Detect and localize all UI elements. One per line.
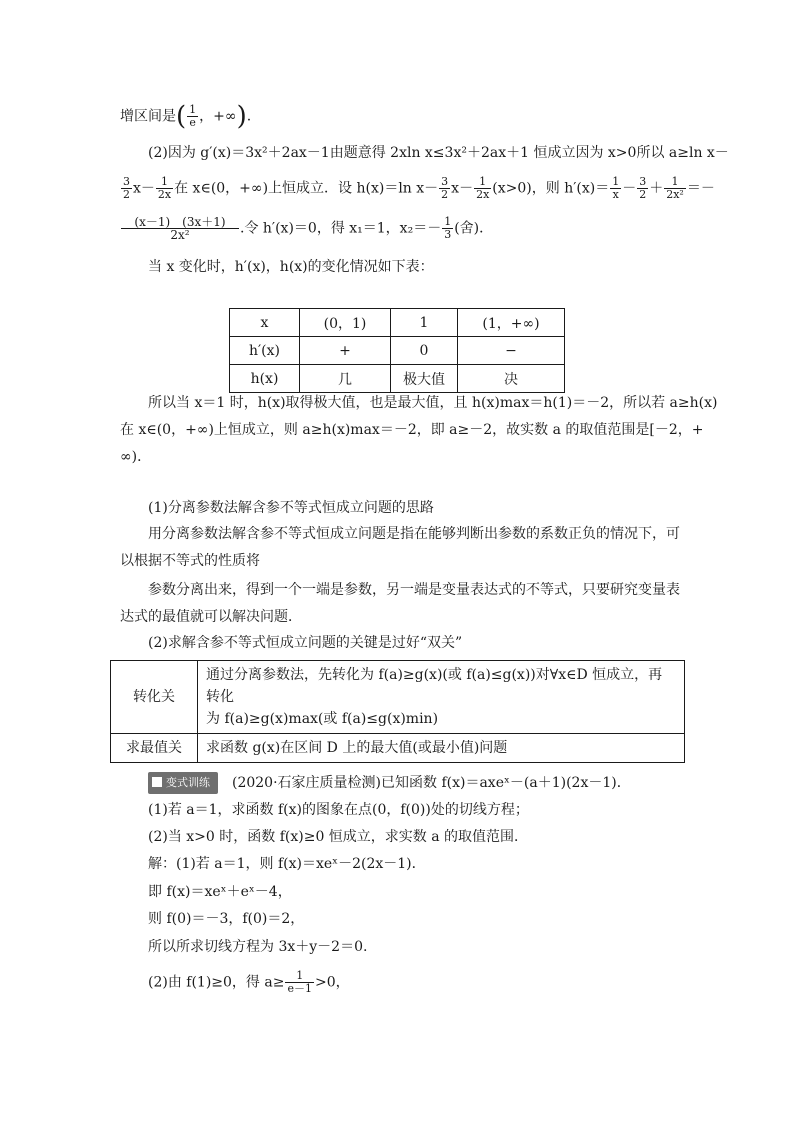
text-seg: >0， [314, 974, 350, 991]
solution-4: 所以所求切线方程为 3x＋y－2＝0. [148, 939, 368, 955]
frac-1-2x [156, 176, 173, 201]
table-value-line: 为 f(a)≥g(x)max(或 f(a)≤g(x)min) [206, 711, 439, 727]
text-seg: (2)由 f(1)≥0，得 a≥ [148, 974, 285, 991]
table-cell: 决 [458, 365, 565, 393]
method-table [110, 660, 685, 763]
frac-den: 2x [157, 188, 172, 201]
table-cell: (1，+∞) [458, 309, 565, 337]
frac-den: e－1 [287, 982, 312, 995]
frac-den: 2x [476, 188, 490, 201]
frac-den: 2x² [666, 188, 684, 201]
solution-2: 即 f(x)＝xeˣ＋eˣ－4， [148, 884, 292, 900]
frac-num: 3 [123, 175, 130, 188]
method-p1-a: 用分离参数法解含参不等式恒成立问题是指在能够判断出参数的系数正负的情况下，可 [148, 526, 680, 542]
interval-line [120, 101, 252, 132]
solution-3: 则 f(0)＝－3，f(0)＝2， [148, 911, 305, 927]
big-frac [121, 216, 239, 241]
text-seg: － [622, 180, 637, 197]
table-row [111, 734, 685, 763]
table-key: 求最值关 [111, 734, 198, 763]
h-prime-line [120, 216, 493, 241]
table-cell: 0 [391, 337, 458, 365]
frac-num: 3 [441, 175, 449, 188]
solution-5 [148, 970, 350, 995]
badge-icon [152, 777, 162, 787]
frac-1-e-1 [285, 970, 314, 995]
frac-num: 3 [639, 175, 647, 188]
text-seg: ＋ [649, 180, 664, 197]
frac-den: e [189, 116, 196, 129]
frac-3-2 [637, 176, 648, 201]
frac-1-x [610, 176, 621, 201]
frac-3-2 [439, 176, 450, 201]
frac-num: 1 [156, 176, 173, 189]
table-cell: h(x) [230, 365, 300, 393]
table-value: 求函数 g(x)在区间 D 上的最大值(或最小值)问题 [198, 734, 685, 763]
frac-den: 3 [444, 228, 452, 241]
text-seg: (舍)． [454, 220, 494, 237]
solution-1: 解：(1)若 a＝1，则 f(x)＝xeˣ－2(2x－1)． [148, 856, 426, 872]
table-row [111, 661, 685, 734]
period: . [246, 108, 252, 125]
frac-1-2x2 [664, 176, 686, 201]
frac-den: 2 [441, 188, 449, 201]
h-function-line [120, 176, 715, 201]
max-line-2: 在 x∈(0，+∞)上恒成立，则 a≥h(x)max＝－2，即 a≥－2，故实数 a 的取值范围是[－2，+ [120, 422, 704, 438]
frac-num: 1 [444, 215, 452, 228]
exercise-q1: (1)若 a＝1，求函数 f(x)的图象在点(0，f(0))处的切线方程； [148, 802, 529, 818]
paren-open: ( [176, 101, 187, 132]
frac-den: 2x² [170, 228, 190, 242]
frac-den: 2 [639, 188, 647, 201]
method-p2-b: 达式的最值就可以解决问题． [120, 609, 302, 625]
table-row [230, 309, 565, 337]
max-line-3: ∞)． [120, 449, 152, 465]
table-cell: h′(x) [230, 337, 300, 365]
frac-1-2x [474, 176, 491, 201]
interval-tail: ，+∞ [199, 108, 237, 125]
exercise-q2: (2)当 x>0 时，函数 f(x)≥0 恒成立，求实数 a 的取值范围． [148, 829, 529, 845]
table-cell: + [300, 337, 391, 365]
table-row [230, 337, 565, 365]
text-seg: x－ [451, 180, 474, 197]
table-row [230, 365, 565, 393]
exercise-source: (2020·石家庄质量检测)已知函数 f(x)＝axeˣ－(a＋1)(2x－1)． [232, 775, 631, 791]
method-p2-a: 参数分离出来，得到一个一端是参数，另一端是变量表达式的不等式，只要研究变量表 [148, 582, 680, 598]
frac-num: 1 [664, 176, 686, 189]
change-line: 当 x 变化时，h′(x)，h(x)的变化情况如下表： [148, 259, 434, 275]
table-key: 转化关 [111, 661, 198, 734]
table-cell: 几 [300, 365, 391, 393]
frac-den: 2 [123, 188, 130, 201]
text-seg: (x>0)，则 h′(x)＝ [492, 180, 610, 197]
frac-1-3 [442, 216, 453, 241]
interval-text: 增区间是 [120, 108, 176, 125]
table-cell: 1 [391, 309, 458, 337]
table-value-line: 通过分离参数法，先转化为 f(a)≥g(x)(或 f(a)≤g(x))对∀x∈D 恒成立，再转化 [206, 667, 663, 705]
table-cell: − [458, 337, 565, 365]
max-line-1: 所以当 x＝1 时，h(x)取得极大值，也是最大值，且 h(x)max＝h(1)＝－2，所以若 a≥h(x) [148, 395, 718, 411]
table-cell: x [230, 309, 300, 337]
table-cell: (0，1) [300, 309, 391, 337]
table-cell: 极大值 [391, 365, 458, 393]
frac-num: 1 [612, 175, 620, 188]
g-derivative-line: (2)因为 g′(x)＝3x²＋2ax－1由题意得 2xln x≤3x²＋2ax＋1 恒成立因为 x>0所以 a≥ln x－ [148, 145, 729, 161]
badge-label: 变式训练 [166, 776, 210, 789]
frac-num: 1 [285, 970, 314, 983]
method-title-2: (2)求解含参不等式恒成立问题的关键是过好“双关” [148, 635, 463, 651]
table-value [198, 661, 685, 734]
frac-num: 1 [189, 103, 197, 116]
frac-den: x [612, 188, 619, 201]
exercise-badge [148, 772, 218, 794]
text-seg: ＝－ [686, 180, 715, 197]
exercise-header [148, 772, 631, 794]
text-seg: x－ [133, 180, 155, 197]
paren-close: ) [236, 101, 247, 132]
method-p1-b: 以根据不等式的性质将 [120, 553, 260, 569]
method-title-1: (1)分离参数法解含参不等式恒成立问题的思路 [148, 500, 434, 516]
text-seg: 在 x∈(0，+∞)上恒成立．设 h(x)＝ln x－ [174, 180, 439, 197]
variation-table [229, 308, 565, 393]
frac-1-e [187, 104, 198, 129]
frac-num: 1 [474, 176, 491, 189]
text-seg: .令 h′(x)＝0，得 x₁＝1，x₂＝－ [240, 220, 442, 237]
frac-3-2 [121, 176, 132, 201]
frac-num: (x－1) (3x＋1) [121, 216, 239, 229]
